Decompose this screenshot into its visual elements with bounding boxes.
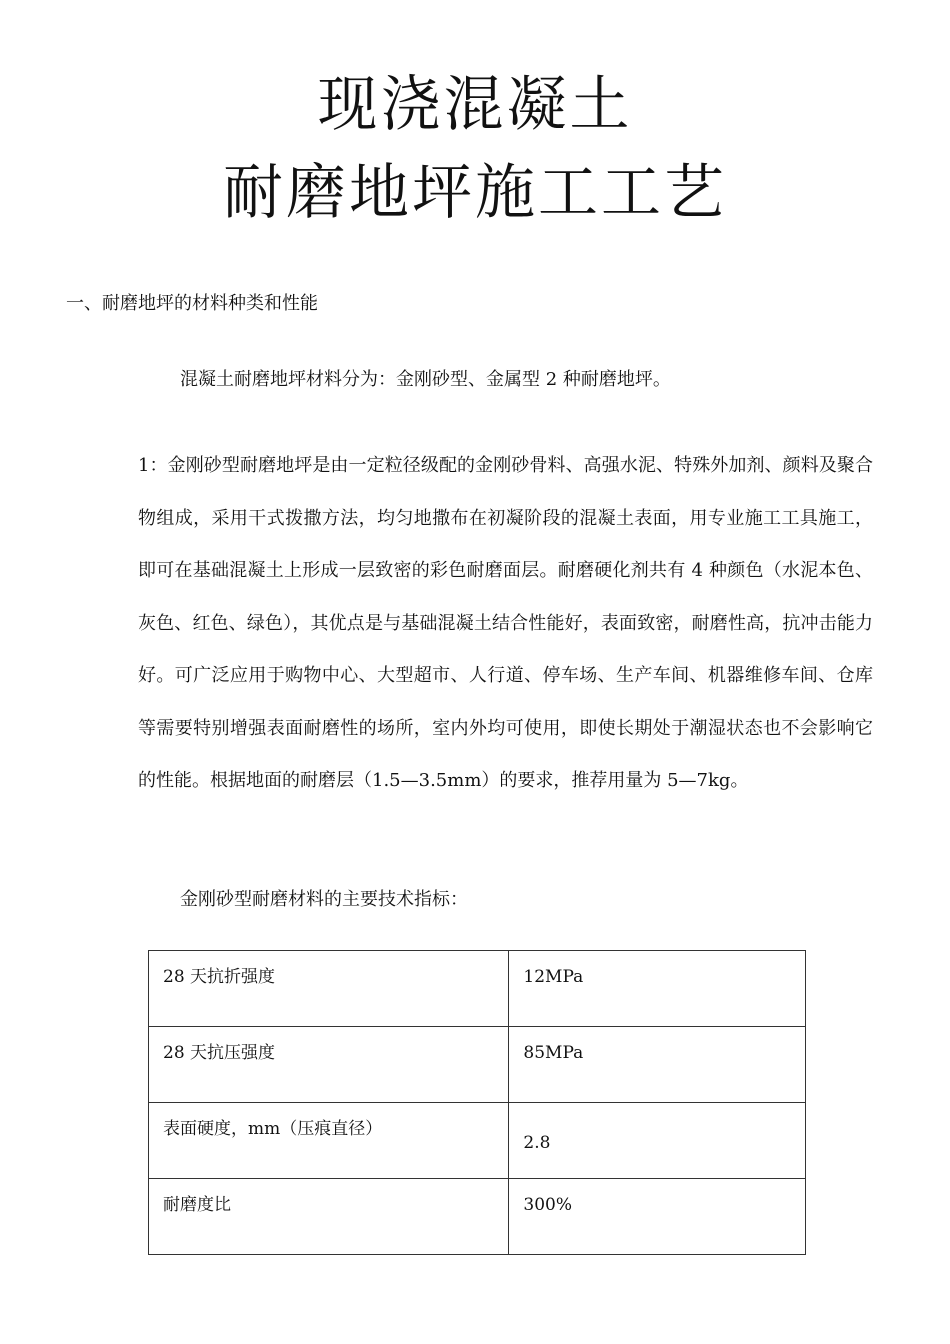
spec-value: 85MPa [509,1027,806,1103]
intro-paragraph: 混凝土耐磨地坪材料分为：金刚砂型、金属型 2 种耐磨地坪。 [180,369,671,390]
document-title-line-1: 现浇混凝土 [317,70,633,140]
spec-label: 28 天抗压强度 [149,1027,509,1103]
spec-label: 耐磨度比 [149,1179,509,1255]
spec-value: 12MPa [509,951,806,1027]
table-caption: 金刚砂型耐磨材料的主要技术指标： [180,889,468,910]
body-paragraph: 1：金刚砂型耐磨地坪是由一定粒径级配的金刚砂骨料、高强水泥、特殊外加剂、颜料及聚合物组成，采用干式拨撒方法，均匀地撒布在初凝阶段的混凝土表面，用专业施工工具施工，即可在基础混凝土上形成一层致密的彩色耐磨面层。耐磨硬化剂共有 4 种颜色（水泥本色、灰色、红色、绿色），其优点是与基础混凝土结合性能好，表面致密，耐磨性高，抗冲击能力好。可广泛应用于购物中心、大型超市、人行道、停车场、生产车间、机器维修车间、仓库等需要特别增强表面耐磨性的场所，室内外均可使用，即使长期处于潮湿状态也不会影响它的性能。根据地面的耐磨层（1.5—3.5mm）的要求，推荐用量为 5—7kg。 [138,455,873,791]
table-row [149,951,806,1027]
spec-label: 28 天抗折强度 [149,951,509,1027]
spec-table [148,950,806,1255]
table-row [149,1103,806,1179]
spec-value: 2.8 [509,1103,806,1179]
spec-label: 表面硬度，mm（压痕直径） [149,1103,509,1179]
table-row [149,1027,806,1103]
section-heading: 一、耐磨地坪的材料种类和性能 [66,293,318,314]
table-row [149,1179,806,1255]
spec-value: 300% [509,1179,806,1255]
document-title-line-2: 耐磨地坪施工工艺 [223,158,727,228]
